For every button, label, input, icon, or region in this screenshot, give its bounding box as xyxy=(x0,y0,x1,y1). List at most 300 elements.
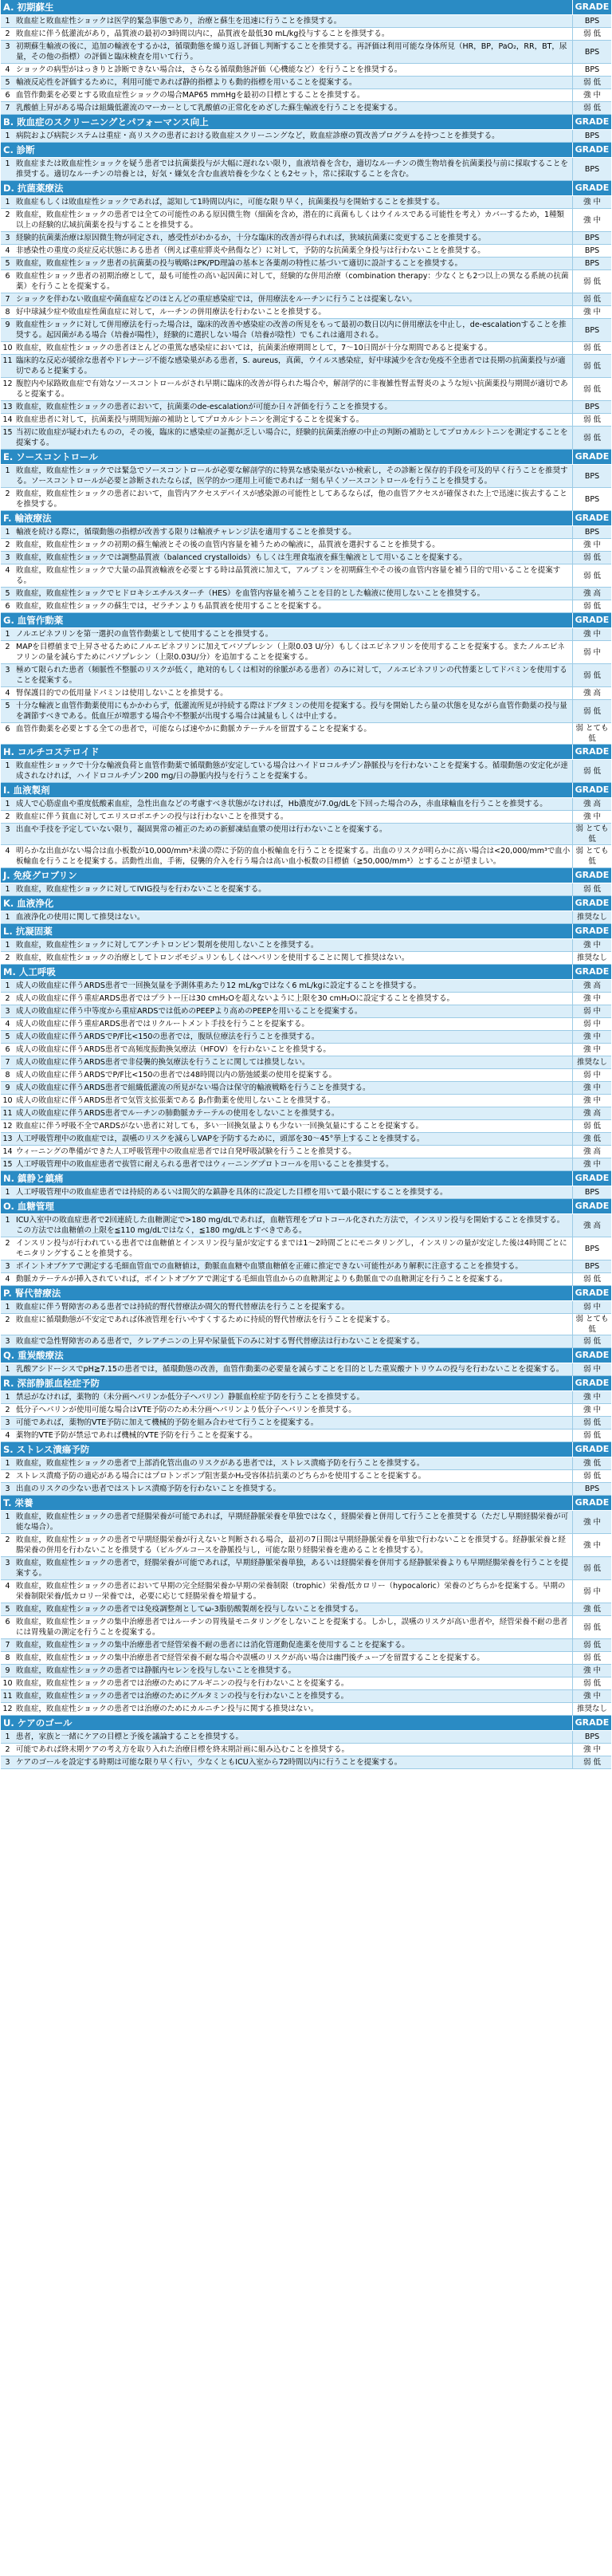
section-title: K. 血液浄化 xyxy=(3,898,54,909)
grade-value: 強 中 xyxy=(583,1096,602,1105)
row-number: 4 xyxy=(5,65,10,74)
row-number: 1 xyxy=(5,1512,10,1521)
grade-value: 強 高 xyxy=(583,589,602,598)
grade-value: 強 中 xyxy=(583,1083,602,1092)
grade-value: 弱 とても低 xyxy=(575,1315,609,1334)
row-number: 3 xyxy=(5,1418,10,1427)
row-number: 2 xyxy=(5,1536,10,1544)
section-title: F. 輸液療法 xyxy=(3,513,52,524)
recommendation-text: 当初に敗血症が疑われたものの，その後，臨床的に感染症の証拠が乏しい場合に，経験的抗菌薬治療の中止の判断の補助としてプロカルシトニンを測定することを提案する。 xyxy=(16,428,568,447)
grade-cell xyxy=(572,342,611,354)
table-row xyxy=(1,1731,611,1744)
grade-value: 弱 低 xyxy=(583,766,602,776)
recommendation-text: 可能であれば終末期ケアの考え方を取り入れた治療目標を終末期計画に組み込むことを推奨する。 xyxy=(16,1745,350,1754)
row-number: 4 xyxy=(5,689,10,698)
guideline-table xyxy=(1,0,611,1769)
grade-value: 強 中 xyxy=(583,1160,602,1169)
grade-value: 弱 中 xyxy=(583,1007,602,1016)
grade-cell xyxy=(572,102,611,114)
grade-column-header: GRADE xyxy=(572,181,611,195)
grade-value: 強 中 xyxy=(583,1032,602,1041)
recommendation-text: 成人の敗血症に伴う中等度から重症ARDSでは低めのPEEPより高めのPEEPを用いることを提案する。 xyxy=(16,1007,363,1016)
table-row xyxy=(1,1314,611,1335)
recommendation-text: 成人の敗血症に伴うARDSでP/F比<150の患者では48時間以内の筋弛緩薬の使用を提案する。 xyxy=(16,1071,337,1080)
grade-column-header: GRADE xyxy=(572,511,611,525)
grade-value: BPS xyxy=(584,246,600,255)
row-number: 9 xyxy=(5,1666,10,1675)
table-row xyxy=(1,1069,611,1082)
recommendation-text: 人工呼吸管理中の敗血症患者で抜管に耐えられる患者ではウィーニングプロトコールを用いることを推奨する。 xyxy=(16,1160,394,1169)
row-number: 3 xyxy=(5,1337,10,1346)
row-number: 6 xyxy=(5,602,10,611)
grade-cell xyxy=(572,952,611,964)
row-number: 10 xyxy=(2,344,13,352)
grade-cell xyxy=(572,1703,611,1715)
section-title: T. 栄養 xyxy=(3,1497,33,1508)
grade-value: 強 中 xyxy=(583,1406,602,1414)
table-row xyxy=(1,130,611,143)
recommendation-text: 敗血症，敗血症性ショックでヒドロキシエチルスターチ（HES）を血管内容量を補うことを目的とした輸液に使用しないことを推奨する。 xyxy=(16,589,485,598)
section-header xyxy=(1,1442,611,1457)
table-row xyxy=(1,102,611,115)
table-row xyxy=(1,539,611,552)
grade-cell xyxy=(572,1534,611,1556)
grade-cell xyxy=(572,811,611,823)
table-row xyxy=(1,993,611,1005)
grade-value: 弱 中 xyxy=(583,1365,602,1374)
recommendation-text: 敗血症，敗血症性ショックでは緊急でソースコントロールが必要な解剖学的に特異な感染巣がないか検索し，その診断と保存的手段を可及的早く行うことを推奨する。ソースコントロールが必要と診断されたならば，医学的かつ運用上可能であれば一刻も早くソースコントロールを行うことを推奨する。 xyxy=(16,466,568,486)
grade-value: 弱 中 xyxy=(583,1071,602,1080)
grade-cell xyxy=(572,293,611,305)
grade-cell xyxy=(572,488,611,510)
row-number: 8 xyxy=(5,308,10,317)
recommendation-text: ケアのゴールを設定する時期は可能な限り早く行い，少なくともICU入室から72時間以内に行うことを提案する。 xyxy=(16,1758,402,1767)
grade-cell xyxy=(572,130,611,142)
row-number: 1 xyxy=(5,1216,10,1225)
recommendation-text: 敗血症，敗血症性ショックの患者で，経腸栄養が可能であれば，早期経静脈栄養単独，あるいは経腸栄養を併用する経静脈栄養よりも早期経腸栄養を行うことを提案する。 xyxy=(16,1559,569,1578)
recommendation-text: 出血のリスクの少ない患者ではストレス潰瘍予防を行わないことを推奨する。 xyxy=(16,1485,281,1493)
grade-value: 強 中 xyxy=(583,1745,602,1754)
section-header xyxy=(1,896,611,911)
grade-column-header: GRADE xyxy=(572,1199,611,1213)
row-number: 5 xyxy=(5,1605,10,1614)
grade-value: BPS xyxy=(584,17,600,26)
grade-cell xyxy=(572,1652,611,1664)
grade-value: 弱 低 xyxy=(583,104,602,112)
grade-value: BPS xyxy=(584,259,600,268)
table-row xyxy=(1,414,611,427)
row-number: 3 xyxy=(5,42,10,51)
table-row xyxy=(1,1652,611,1665)
table-row xyxy=(1,1639,611,1652)
recommendation-text: 敗血症，敗血症性ショックに対してアンチトロンビン製剤を使用しないことを推奨する。 xyxy=(16,941,319,950)
section-title: U. ケアのゴール xyxy=(3,1717,73,1728)
grade-cell xyxy=(572,77,611,88)
grade-value: 強 中 xyxy=(583,941,602,950)
grade-cell xyxy=(572,1107,611,1119)
recommendation-text: ストレス潰瘍予防の適応がある場合にはプロトンポンプ阻害薬かH₂受容体拮抗薬のどちらかを使用することを提案する。 xyxy=(16,1472,426,1481)
section-header xyxy=(1,450,611,465)
grade-cell xyxy=(572,378,611,400)
grade-cell xyxy=(572,1146,611,1158)
row-number: 1 xyxy=(5,941,10,950)
table-row xyxy=(1,1158,611,1171)
grade-cell xyxy=(572,1260,611,1272)
section-header xyxy=(1,868,611,883)
grade-column-header: GRADE xyxy=(572,1376,611,1390)
table-row xyxy=(1,1186,611,1199)
table-row xyxy=(1,564,611,588)
row-number: 7 xyxy=(5,1641,10,1650)
table-row xyxy=(1,1580,611,1603)
table-row xyxy=(1,293,611,306)
recommendation-text: 輸液を続ける際に，循環動態の指標が改善する限りは輸液チャレンジ法を適用することを推奨する。 xyxy=(16,528,356,537)
recommendation-text: 敗血症，敗血症性ショックの集中治療患者ではルーチンの胃残量モニタリングをしないことを提案する。しかし，誤嚥のリスクが高い患者や，経管栄養不耐の患者には胃残量の測定を行うことを提案する。 xyxy=(16,1618,568,1637)
row-number: 2 xyxy=(5,1472,10,1481)
row-number: 2 xyxy=(5,490,10,498)
row-number: 9 xyxy=(5,1083,10,1092)
recommendation-text: 十分な輸液と血管作動薬使用にもかかわらず，低灌流所見が持続する際はドブタミンの使用を提案する。投与を開始したら量の状態を見ながら血管作動薬の投与量を調節すべきである。低血圧が増悪する場合や不整脈が出現する場合は減量もしくは中止する。 xyxy=(16,702,567,721)
grade-value: 弱 中 xyxy=(583,647,602,657)
row-number: 4 xyxy=(5,1582,10,1591)
grade-value: 弱 低 xyxy=(583,885,602,894)
recommendation-text: 敗血症もしくは敗血症性ショックであれば，認知して1時間以内に，可能な限り早く，抗菌薬投与を開始することを推奨する。 xyxy=(16,198,445,206)
row-number: 4 xyxy=(5,1431,10,1440)
recommendation-text: インスリン投与が行われている患者では血糖値とインスリン投与量が安定するまでは1〜2時間ごとにモニタリングし，インスリンの量が安定した後は4時間ごとにモニタリングすることを推奨する。 xyxy=(16,1239,567,1258)
grade-value: 強 高 xyxy=(583,689,602,698)
table-row xyxy=(1,1703,611,1716)
grade-value: 弱 低 xyxy=(583,1275,602,1284)
table-row xyxy=(1,270,611,293)
section-header xyxy=(1,1496,611,1511)
recommendation-text: 腹腔内や尿路敗血症で有効なソースコントロールがされ早期に臨床的改善が得られた場合や，解剖学的に非複雑性腎盂腎炎のような短い抗菌薬投与期間が適切であると提案する。 xyxy=(16,380,568,399)
section-title: R. 深部静脈血栓症予防 xyxy=(3,1378,100,1389)
table-row xyxy=(1,1557,611,1580)
row-number: 15 xyxy=(2,428,13,437)
table-row xyxy=(1,845,611,868)
grade-cell xyxy=(572,628,611,640)
row-number: 1 xyxy=(5,1459,10,1468)
grade-value: BPS xyxy=(584,471,600,481)
table-row xyxy=(1,883,611,896)
grade-value: 強 中 xyxy=(583,994,602,1003)
recommendation-text: ショックの病型がはっきりと診断できない場合は，さらなる循環動態評価（心機能など）を行うことを推奨する。 xyxy=(16,65,402,74)
recommendation-text: 出血や手技を予定していない限り，凝固異常の補正のための新鮮凍結血漿の使用は行わないことを提案する。 xyxy=(16,825,387,834)
grade-column-header: GRADE xyxy=(572,1442,611,1457)
grade-value: 強 中 xyxy=(583,91,602,100)
table-row xyxy=(1,196,611,209)
row-number: 8 xyxy=(5,1071,10,1080)
row-number: 1 xyxy=(5,913,10,922)
grade-column-header: GRADE xyxy=(572,1171,611,1186)
grade-cell xyxy=(572,1677,611,1689)
grade-value: BPS xyxy=(584,403,600,411)
grade-cell xyxy=(572,824,611,844)
grade-value: 弱 低 xyxy=(583,706,602,716)
recommendation-text: 人工呼吸管理中の敗血症では，誤嚥のリスクを減らしVAPを予防するために，頭部を30〜45°挙上することを推奨する。 xyxy=(16,1135,425,1143)
grade-cell xyxy=(572,1470,611,1482)
section-title: J. 免疫グロブリン xyxy=(3,870,77,881)
row-number: 3 xyxy=(5,1262,10,1271)
section-title: E. ソースコントロール xyxy=(3,451,98,462)
row-number: 11 xyxy=(2,1109,13,1118)
grade-value: 強 高 xyxy=(583,1221,602,1230)
table-row xyxy=(1,319,611,342)
grade-value: 弱 低 xyxy=(583,344,602,352)
grade-value: 弱 低 xyxy=(583,361,602,371)
grade-column-header: GRADE xyxy=(572,745,611,759)
recommendation-text: 極めて限られた患者（頻脈性不整脈のリスクが低く，絶対的もしくは相対的徐脈がある患者）のみに対して，ノルエピネフリンの代替薬としてドパミンを使用することを提案する。 xyxy=(16,666,567,685)
row-number: 2 xyxy=(5,994,10,1003)
table-row xyxy=(1,911,611,924)
row-number: 13 xyxy=(2,403,13,411)
row-number: 1 xyxy=(5,1303,10,1312)
recommendation-text: 敗血症，敗血症性ショックの患者では全ての可能性のある原因微生物（細菌を含め，潜在的に真菌もしくはウイルスである可能性を考え）カバーするため，1種類以上の経験的広域抗菌薬を投与することを推奨する。 xyxy=(16,210,565,230)
row-number: 2 xyxy=(5,1745,10,1754)
grade-value: 弱 低 xyxy=(583,1622,602,1632)
table-row xyxy=(1,465,611,488)
grade-value: 弱 低 xyxy=(583,1337,602,1346)
row-number: 2 xyxy=(5,541,10,549)
recommendation-text: 敗血症，敗血症性ショックの集中治療患者で経管栄養不耐な場合や誤嚥のリスクが高い場合は幽門後チューブを留置することを提案する。 xyxy=(16,1654,484,1662)
grade-value: 推奨なし xyxy=(576,954,607,962)
grade-cell xyxy=(572,980,611,992)
table-row xyxy=(1,1511,611,1534)
row-number: 15 xyxy=(2,1160,13,1169)
row-number: 1 xyxy=(5,761,10,770)
grade-cell xyxy=(572,564,611,587)
row-number: 3 xyxy=(5,234,10,242)
row-number: 6 xyxy=(5,91,10,100)
recommendation-text: 敗血症，敗血症性ショックの患者では治療のためにグルタミンの投与を行わないことを推奨する。 xyxy=(16,1692,349,1701)
row-number: 3 xyxy=(5,1559,10,1567)
table-row xyxy=(1,641,611,664)
row-number: 2 xyxy=(5,1316,10,1324)
row-number: 1 xyxy=(5,466,10,475)
grade-value: BPS xyxy=(584,1244,600,1253)
grade-column-header: GRADE xyxy=(572,143,611,157)
recommendation-text: 病院および病院システムは重症・高リスクの患者における敗血症スクリーニングなど，敗血症診療の質改善プログラムを持つことを推奨する。 xyxy=(16,132,500,140)
grade-cell xyxy=(572,1404,611,1416)
grade-value: 弱 低 xyxy=(583,29,602,38)
section-title: C. 診断 xyxy=(3,144,35,155)
table-row xyxy=(1,552,611,564)
table-row xyxy=(1,664,611,687)
grade-value: 強 高 xyxy=(583,800,602,808)
table-row xyxy=(1,811,611,824)
recommendation-text: 血液浄化の使用に関して推奨はない。 xyxy=(16,913,145,922)
section-header xyxy=(1,115,611,130)
grade-value: 弱 とても低 xyxy=(575,824,609,844)
row-number: 4 xyxy=(5,1020,10,1028)
grade-column-header: GRADE xyxy=(572,1348,611,1363)
table-row xyxy=(1,1391,611,1404)
recommendation-text: 敗血症，敗血症性ショックの患者では治療のためにアルギニンの投与を行わないことを提案する。 xyxy=(16,1679,349,1688)
grade-cell xyxy=(572,245,611,257)
grade-value: 強 高 xyxy=(583,1147,602,1156)
recommendation-text: 成人の敗血症に伴うARDS患者で非侵襲的換気療法を行うことに関しては推奨しない。 xyxy=(16,1058,310,1067)
grade-cell xyxy=(572,641,611,663)
grade-value: 弱 低 xyxy=(583,78,602,87)
section-title: A. 初期蘇生 xyxy=(3,2,54,13)
recommendation-text: 敗血症性ショック患者の初期治療として，最も可能性の高い起因菌に対して，経験的な併用治療（combination therapy：少なくとも2つ以上の異なる系統の抗菌薬）を行うことを提案する。 xyxy=(16,272,569,291)
table-row xyxy=(1,1756,611,1769)
grade-value: BPS xyxy=(584,234,600,242)
recommendation-text: 薬物的VTE予防が禁忌であれば機械的VTE予防を行うことを提案する。 xyxy=(16,1431,257,1440)
grade-cell xyxy=(572,1056,611,1068)
table-row xyxy=(1,1146,611,1158)
table-row xyxy=(1,1082,611,1095)
recommendation-text: 敗血症患者に対して，抗菌薬投与期間短縮の補助としてプロカルシトニンを測定することを提案する。 xyxy=(16,415,364,424)
section-title: P. 腎代替療法 xyxy=(3,1288,61,1299)
row-number: 10 xyxy=(2,1679,13,1688)
table-row xyxy=(1,1417,611,1430)
grade-cell xyxy=(572,158,611,180)
grade-cell xyxy=(572,89,611,101)
grade-cell xyxy=(572,760,611,782)
table-row xyxy=(1,1018,611,1031)
grade-cell xyxy=(572,723,611,744)
grade-value: 弱 低 xyxy=(583,571,602,580)
recommendation-text: 患者，家族と一緒にケアの目標と予後を議論することを推奨する。 xyxy=(16,1732,244,1741)
recommendation-text: MAPを目標値まで上昇させるためにノルエピネフリンに加えてバソプレシン（上限0.03 U/分）もしくはエピネフリンを使用することを提案する。またノルエピネフリンの量を減らすためにバソプレシン（上限0.03U/分）を追加することを提案する。 xyxy=(16,643,565,662)
grade-cell xyxy=(572,883,611,895)
grade-value: 弱 低 xyxy=(583,415,602,424)
grade-value: 弱 低 xyxy=(583,384,602,394)
table-row xyxy=(1,401,611,414)
section-header xyxy=(1,924,611,939)
row-number: 1 xyxy=(5,800,10,808)
grade-cell xyxy=(572,1031,611,1043)
section-header xyxy=(1,613,611,628)
grade-cell xyxy=(572,1120,611,1132)
grade-cell xyxy=(572,1457,611,1469)
recommendation-text: 好中球減少症や敗血症性菌血症に対して，ルーチンの併用療法を行わないことを推奨する。 xyxy=(16,308,326,317)
row-number: 3 xyxy=(5,1007,10,1016)
section-header xyxy=(1,1376,611,1391)
recommendation-text: 敗血症，敗血症性ショックで大量の晶質液輸液を必要とする時は晶質液に加えて，アルブミンを初期蘇生やその後の血管内容量を補う目的で用いることを提案する。 xyxy=(16,566,561,585)
row-number: 7 xyxy=(5,104,10,112)
recommendation-text: 敗血症，敗血症性ショックの患者において，血管内アクセスデバイスが感染源の可能性としてあるならば，他の血管アクセスが確保された上で迅速に抜去することを推奨する。 xyxy=(16,490,567,509)
grade-value: 弱 とても低 xyxy=(575,847,609,866)
table-row xyxy=(1,245,611,258)
grade-value: BPS xyxy=(584,47,600,57)
row-number: 11 xyxy=(2,356,13,365)
table-row xyxy=(1,15,611,28)
grade-cell xyxy=(572,232,611,244)
row-number: 4 xyxy=(5,566,10,575)
recommendation-text: ウィーニングの準備ができた人工呼吸管理中の敗血症患者では自発呼吸試験を行うことを推奨する。 xyxy=(16,1147,356,1156)
table-row xyxy=(1,1107,611,1120)
row-number: 2 xyxy=(5,954,10,962)
table-row xyxy=(1,427,611,450)
grade-cell xyxy=(572,196,611,208)
grade-column-header: GRADE xyxy=(572,1716,611,1730)
table-row xyxy=(1,1044,611,1056)
table-row xyxy=(1,1301,611,1314)
grade-cell xyxy=(572,1483,611,1495)
recommendation-text: 成人の敗血症に伴うARDS患者で高頻度振動換気療法（HFOV）を行わないことを推奨する。 xyxy=(16,1045,331,1054)
grade-value: BPS xyxy=(584,325,600,335)
row-number: 5 xyxy=(5,1032,10,1041)
table-row xyxy=(1,1690,611,1703)
recommendation-text: 敗血症，敗血症性ショックの患者において，抗菌薬のde-escalationが可能か日々評価を行うことを推奨する。 xyxy=(16,403,392,411)
grade-cell xyxy=(572,306,611,318)
grade-cell xyxy=(572,1511,611,1533)
grade-value: 弱 低 xyxy=(583,602,602,611)
row-number: 2 xyxy=(5,210,10,219)
section-title: D. 抗菌薬療法 xyxy=(3,183,64,194)
section-title: M. 人工呼吸 xyxy=(3,966,56,977)
table-row xyxy=(1,700,611,723)
recommendation-text: 敗血症，敗血症性ショックの患者では治療のためにカルニチン投与に関する推奨はない。 xyxy=(16,1705,319,1713)
grade-cell xyxy=(572,1580,611,1603)
row-number: 5 xyxy=(5,589,10,598)
row-number: 10 xyxy=(2,1096,13,1105)
recommendation-text: 敗血症，敗血症性ショックの患者では免疫調整剤としてω-3脂肪酸製剤を投与しないことを推奨する。 xyxy=(16,1605,363,1614)
table-row xyxy=(1,1483,611,1496)
recommendation-text: 敗血症，敗血症性ショック患者の抗菌薬の投与戦略はPK/PD理論の基本と各薬剤の特性に基づいて適切に設計することを推奨する。 xyxy=(16,259,463,268)
table-row xyxy=(1,588,611,600)
grade-column-header: GRADE xyxy=(572,115,611,129)
grade-value: 弱 低 xyxy=(583,1679,602,1688)
grade-value: 弱 とても低 xyxy=(575,724,609,743)
recommendation-text: ポイントオブケアで測定する毛細血管血での血糖値は，動脈血血糖や血漿血糖値を正確に推定できない可能性があり解釈に注意することを推奨する。 xyxy=(16,1262,523,1271)
row-number: 4 xyxy=(5,246,10,255)
section-title: I. 血液製剤 xyxy=(3,785,50,796)
row-number: 3 xyxy=(5,1758,10,1767)
grade-cell xyxy=(572,1082,611,1094)
grade-column-header: GRADE xyxy=(572,1286,611,1300)
recommendation-text: 敗血症，敗血症性ショックの初期の蘇生輸液とその後の血管内容量を補うための輸液に，晶質液を選択することを推奨する。 xyxy=(16,541,440,549)
recommendation-text: 敗血症，敗血症性ショックの患者で経腸栄養が可能であれば，早期経静脈栄養を単独ではなく，経腸栄養と併用して行うことを推奨する（ただし早期経腸栄養が可能な場合）。 xyxy=(16,1512,569,1532)
grade-cell xyxy=(572,1417,611,1429)
recommendation-text: ノルエピネフリンを第一選択の血管作動薬として使用することを推奨する。 xyxy=(16,630,273,639)
recommendation-text: 成人の敗血症に伴うARDS患者でルーチンの肺動脈カテーテルの使用をしないことを推奨する。 xyxy=(16,1109,339,1118)
recommendation-text: 敗血症に伴う低灌流があり，晶質液の最初の3時間以内に，晶質液を最低30 mL/kg投与することを推奨する。 xyxy=(16,29,390,38)
grade-cell xyxy=(572,28,611,40)
grade-cell xyxy=(572,258,611,269)
row-number: 2 xyxy=(5,29,10,38)
table-row xyxy=(1,760,611,783)
recommendation-text: 敗血症または敗血症性ショックを疑う患者では抗菌薬投与が大幅に遅れない限り，血液培養を含む，適切なルーチンの微生物培養を抗菌薬投与前に採取することを推奨する。適切なルーチンの培養とは，好気・嫌気を含む血液培養を少なくとも2セット，常に採取することを含む。 xyxy=(16,159,568,179)
table-row xyxy=(1,1363,611,1376)
row-number: 2 xyxy=(5,643,10,651)
grade-cell xyxy=(572,1158,611,1170)
recommendation-text: 敗血症，敗血症性ショックの集中治療患者で経管栄養不耐の患者には消化管運動促進薬を使用することを提案する。 xyxy=(16,1641,410,1650)
table-row xyxy=(1,980,611,993)
recommendation-text: 初期蘇生輸液の後に，追加の輸液をするかは，循環動態を繰り返し評価し判断することを推奨する。再評価は利用可能な身体所見（HR，BP，PaO₂，RR，BT，尿量，その他の指標）の評価と臨床検査を用いて行う。 xyxy=(16,42,567,61)
section-title: G. 血管作動薬 xyxy=(3,615,64,626)
row-number: 1 xyxy=(5,1188,10,1197)
section-header xyxy=(1,1348,611,1363)
recommendation-text: 敗血症，敗血症性ショックでは調整晶質液（balanced crystalloids）もしくは生理食塩液を蘇生輸液として用いることを提案する。 xyxy=(16,553,467,562)
section-title: O. 血糖管理 xyxy=(3,1201,54,1212)
grade-value: BPS xyxy=(584,65,600,74)
row-number: 12 xyxy=(2,1122,13,1131)
grade-cell xyxy=(572,1301,611,1313)
grade-cell xyxy=(572,1690,611,1702)
grade-value: BPS xyxy=(584,164,600,174)
row-number: 1 xyxy=(5,885,10,894)
grade-value: 弱 低 xyxy=(583,433,602,442)
grade-value: 弱 低 xyxy=(583,295,602,304)
recommendation-text: 敗血症，敗血症性ショックの患者において早期の完全経腸栄養か早期の栄養制限（trophic）栄養/低カロリー（hypocaloric）栄養のどちらかを提案する。早期の栄養制限栄養/低カロリー栄養では，必要に応じて経腸栄養を増量する。 xyxy=(16,1582,566,1601)
grade-cell xyxy=(572,1044,611,1056)
recommendation-text: 成人の敗血症に伴うARDS患者で一回換気量を予測体重あたり12 mL/kgではなく6 mL/kgに設定することを推奨する。 xyxy=(16,981,422,990)
grade-value: 弱 低 xyxy=(583,1431,602,1440)
grade-value: 弱 低 xyxy=(583,671,602,680)
